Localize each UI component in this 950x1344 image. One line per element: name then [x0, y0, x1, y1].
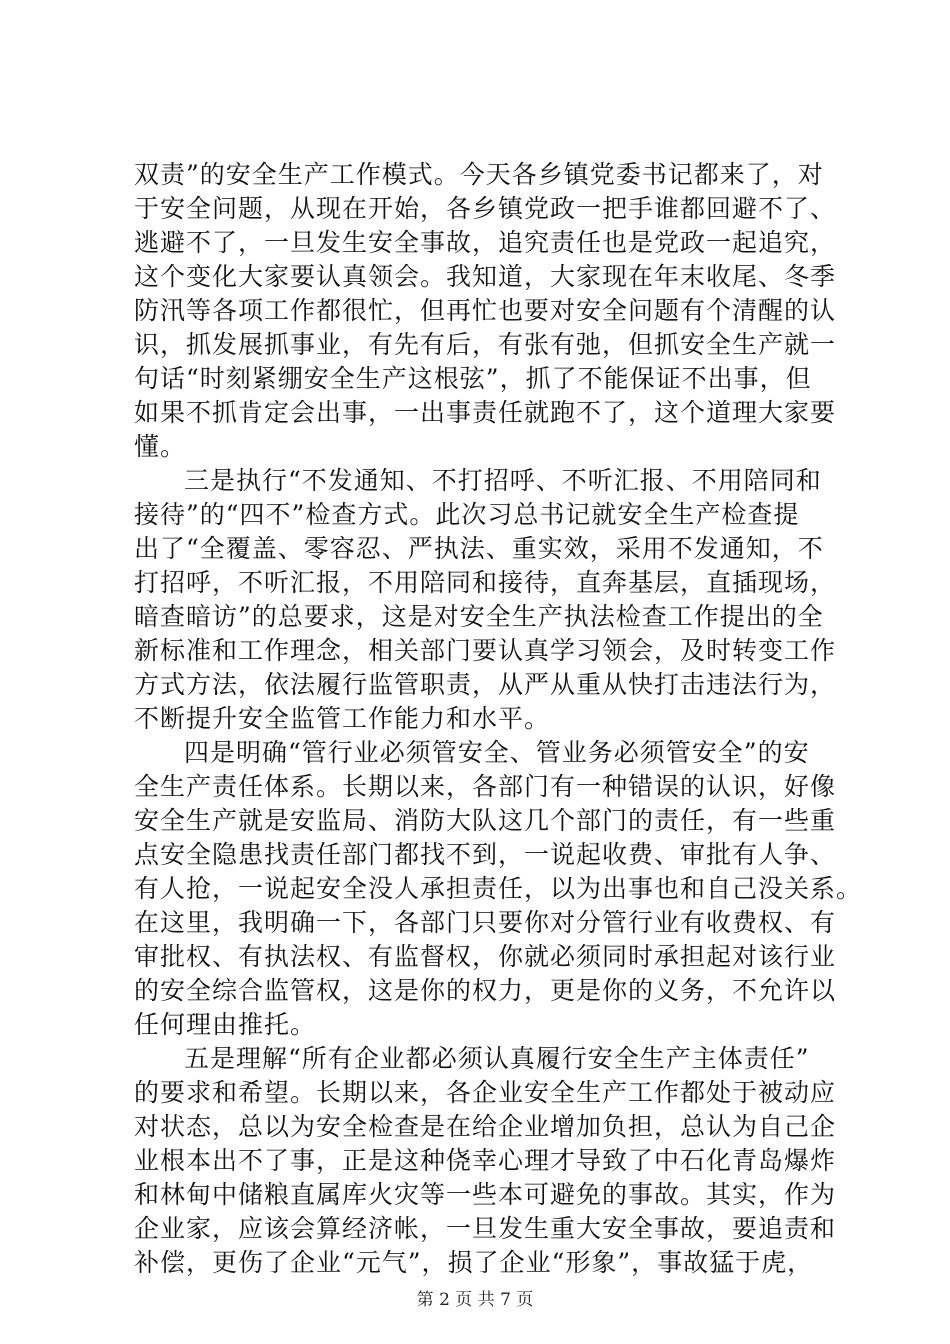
text-line: 对状态，总以为安全检查是在给企业增加负担，总认为自己企: [134, 1112, 837, 1141]
text-line: 懂。: [134, 432, 187, 461]
document-body: [134, 158, 863, 1280]
paragraph-start-line: 四是明确“管行业必须管安全、管业务必须管安全”的安: [184, 738, 810, 767]
text-line: 的要求和希望。长期以来，各企业安全生产工作都处于被动应: [134, 1078, 837, 1107]
text-line: 暗查暗访”的总要求，这是对安全生产执法检查工作提出的全: [134, 602, 824, 631]
text-line: 双责”的安全生产工作模式。今天各乡镇党委书记都来了，对: [134, 160, 824, 189]
text-line: 安全生产就是安监局、消防大队这几个部门的责任，有一些重: [134, 806, 837, 835]
text-line: 新标准和工作理念，相关部门要认真学习领会，及时转变工作: [134, 636, 837, 665]
text-line: 审批权、有执法权、有监督权，你就必须同时承担起对该行业: [134, 942, 837, 971]
text-line: 不断提升安全监管工作能力和水平。: [134, 704, 551, 733]
text-line: 点安全隐患找责任部门都找不到，一说起收费、审批有人争、: [134, 840, 837, 869]
text-line: 出了“全覆盖、零容忍、严执法、重实效，采用不发通知，不: [134, 534, 824, 563]
text-line: 任何理由推托。: [134, 1010, 317, 1039]
text-line: 这个变化大家要认真领会。我知道，大家现在年末收尾、冬季: [134, 262, 837, 291]
text-line: 补偿，更伤了企业“元气”，损了企业“形象”，事故猛于虎，: [134, 1248, 814, 1277]
paragraph-start-line: 三是执行“不发通知、不打招呼、不听汇报、不用陪同和: [184, 466, 822, 495]
paragraph-start-line: 五是理解“所有企业都必须认真履行安全生产主体责任”: [184, 1044, 810, 1073]
text-line: 逃避不了，一旦发生安全事故，追究责任也是党政一起追究，: [134, 228, 837, 257]
text-line: 业根本出不了事，正是这种侥幸心理才导致了中石化青岛爆炸: [134, 1146, 837, 1175]
text-line: 方式方法，依法履行监管职责，从严从重从快打击违法行为，: [134, 670, 837, 699]
text-line: 全生产责任体系。长期以来，各部门有一种错误的认识，好像: [134, 772, 837, 801]
text-line: 接待”的“四不”检查方式。此次习总书记就安全生产检查提: [134, 500, 800, 529]
text-line: 在这里，我明确一下，各部门只要你对分管行业有收费权、有: [134, 908, 837, 937]
text-line: 打招呼，不听汇报，不用陪同和接待，直奔基层，直插现场，: [134, 568, 837, 597]
text-line: 句话“时刻紧绷安全生产这根弦”，抓了不能保证不出事，但: [134, 364, 812, 393]
text-line: 如果不抓肯定会出事，一出事责任就跑不了，这个道理大家要: [134, 398, 837, 427]
text-line: 和林甸中储粮直属库火灾等一些本可避免的事故。其实，作为: [134, 1180, 837, 1209]
text-line: 有人抢，一说起安全没人承担责任，以为出事也和自己没关系。: [134, 874, 863, 903]
text-line: 于安全问题，从现在开始，各乡镇党政一把手谁都回避不了、: [134, 194, 837, 223]
text-line: 的安全综合监管权，这是你的权力，更是你的义务，不允许以: [134, 976, 837, 1005]
text-line: 企业家，应该会算经济帐，一旦发生重大安全事故，要追责和: [134, 1214, 837, 1243]
text-line: 识，抓发展抓事业，有先有后，有张有弛，但抓安全生产就一: [134, 330, 837, 359]
text-line: 防汛等各项工作都很忙，但再忙也要对安全问题有个清醒的认: [134, 296, 837, 325]
page-number-footer: 第 2 页 共 7 页: [416, 1290, 534, 1310]
